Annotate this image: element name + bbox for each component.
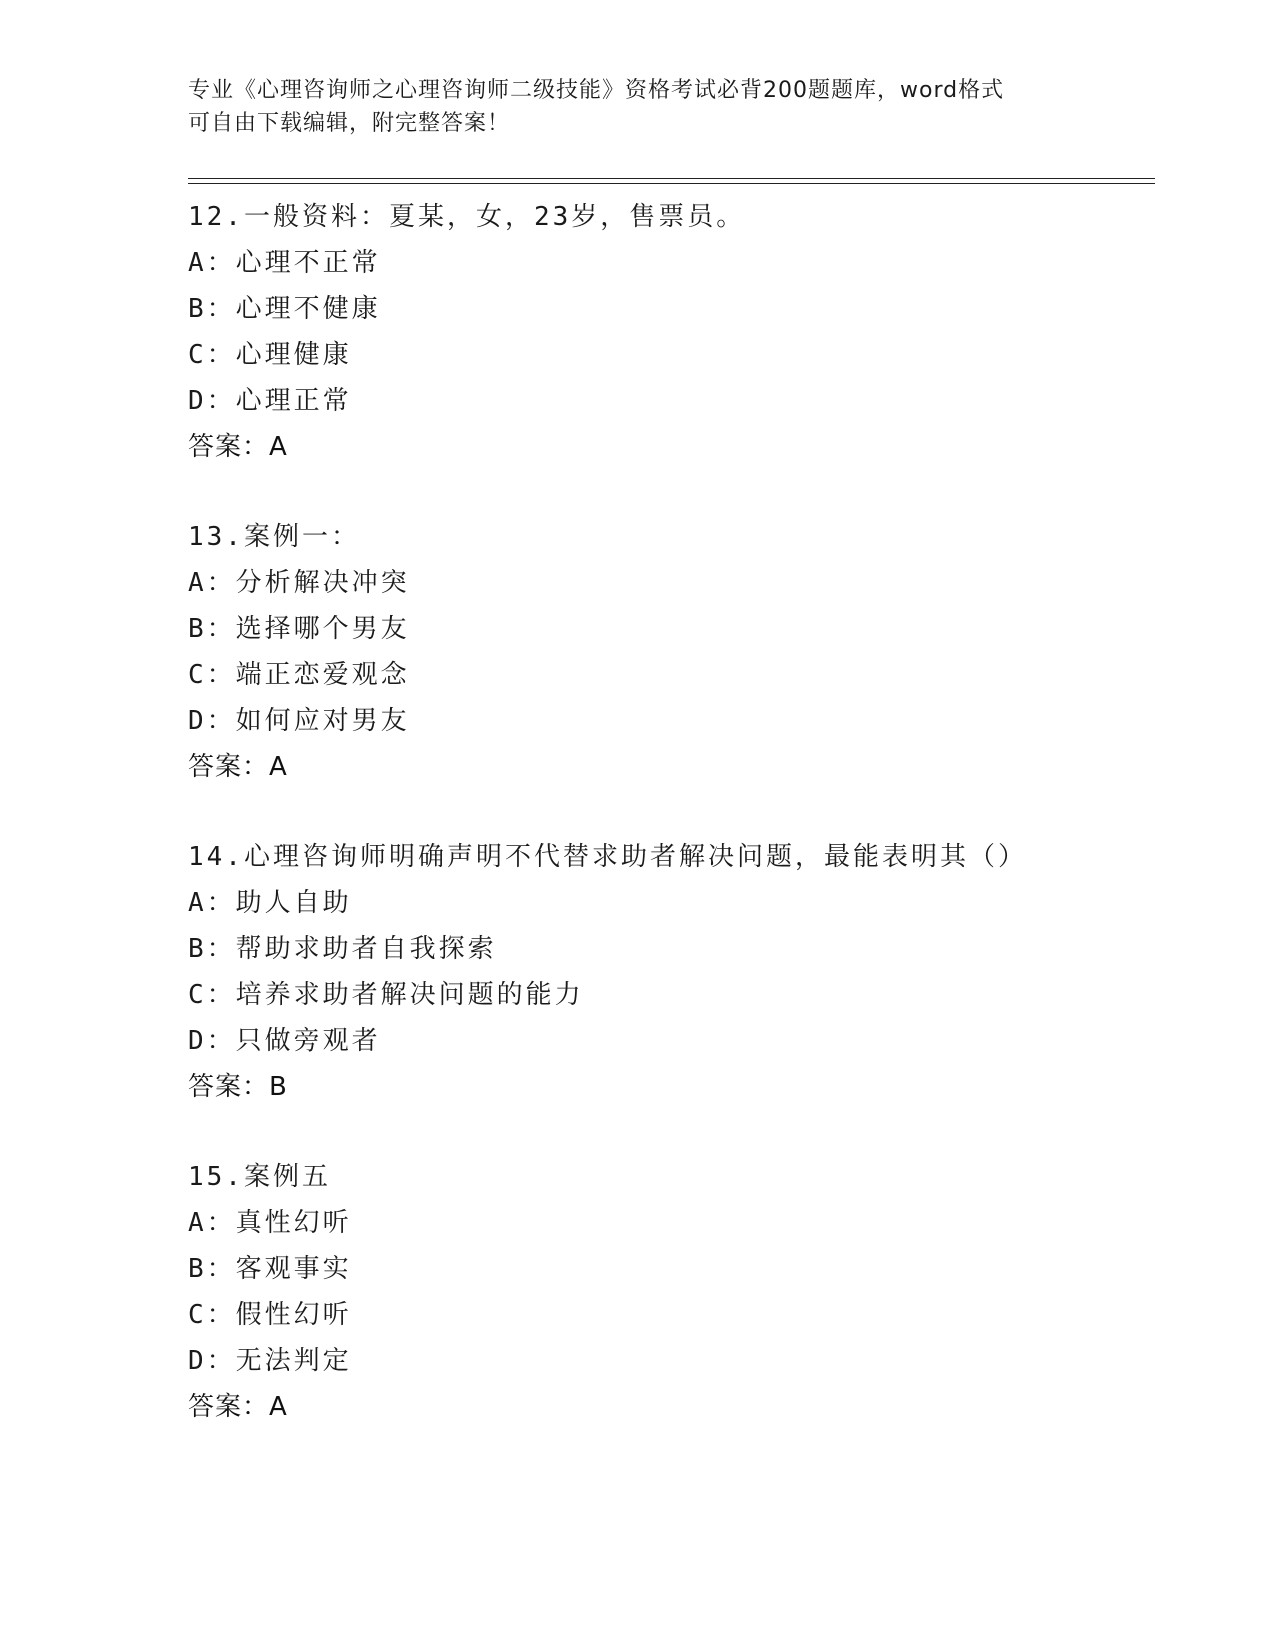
header-divider-bottom xyxy=(188,183,1155,184)
option-d: D：如何应对男友 xyxy=(188,706,410,736)
question-stem: 14.心理咨询师明确声明不代替求助者解决问题，最能表明其（） xyxy=(188,842,1027,872)
answer-label: 答案：A xyxy=(188,1392,288,1422)
option-d: D：无法判定 xyxy=(188,1346,352,1376)
question-15 xyxy=(188,1154,1188,1430)
option-a: A：分析解决冲突 xyxy=(188,568,410,598)
answer-label: 答案：A xyxy=(188,432,288,462)
option-c: C：假性幻听 xyxy=(188,1300,352,1330)
option-a: A：心理不正常 xyxy=(188,248,381,278)
question-stem: 13.案例一： xyxy=(188,522,360,552)
question-13 xyxy=(188,514,1188,790)
option-a: A：助人自助 xyxy=(188,888,352,918)
document-header xyxy=(188,74,1088,140)
answer-label: 答案：B xyxy=(188,1072,288,1102)
option-d: D：只做旁观者 xyxy=(188,1026,381,1056)
option-c: C：心理健康 xyxy=(188,340,352,370)
option-d: D：心理正常 xyxy=(188,386,352,416)
question-14 xyxy=(188,834,1188,1110)
option-c: C：端正恋爱观念 xyxy=(188,660,410,690)
option-b: B：心理不健康 xyxy=(188,294,381,324)
option-a: A：真性幻听 xyxy=(188,1208,352,1238)
option-b: B：客观事实 xyxy=(188,1254,352,1284)
question-stem: 12.一般资料：夏某，女，23岁，售票员。 xyxy=(188,202,746,232)
header-divider-top xyxy=(188,178,1155,179)
option-b: B：帮助求助者自我探索 xyxy=(188,934,497,964)
question-12 xyxy=(188,194,1188,470)
header-line-1: 专业《心理咨询师之心理咨询师二级技能》资格考试必背200题题库，word格式 xyxy=(188,78,1005,103)
header-line-2: 可自由下载编辑，附完整答案！ xyxy=(188,111,511,136)
answer-label: 答案：A xyxy=(188,752,288,782)
option-b: B：选择哪个男友 xyxy=(188,614,410,644)
question-stem: 15.案例五 xyxy=(188,1162,331,1192)
option-c: C：培养求助者解决问题的能力 xyxy=(188,980,584,1010)
